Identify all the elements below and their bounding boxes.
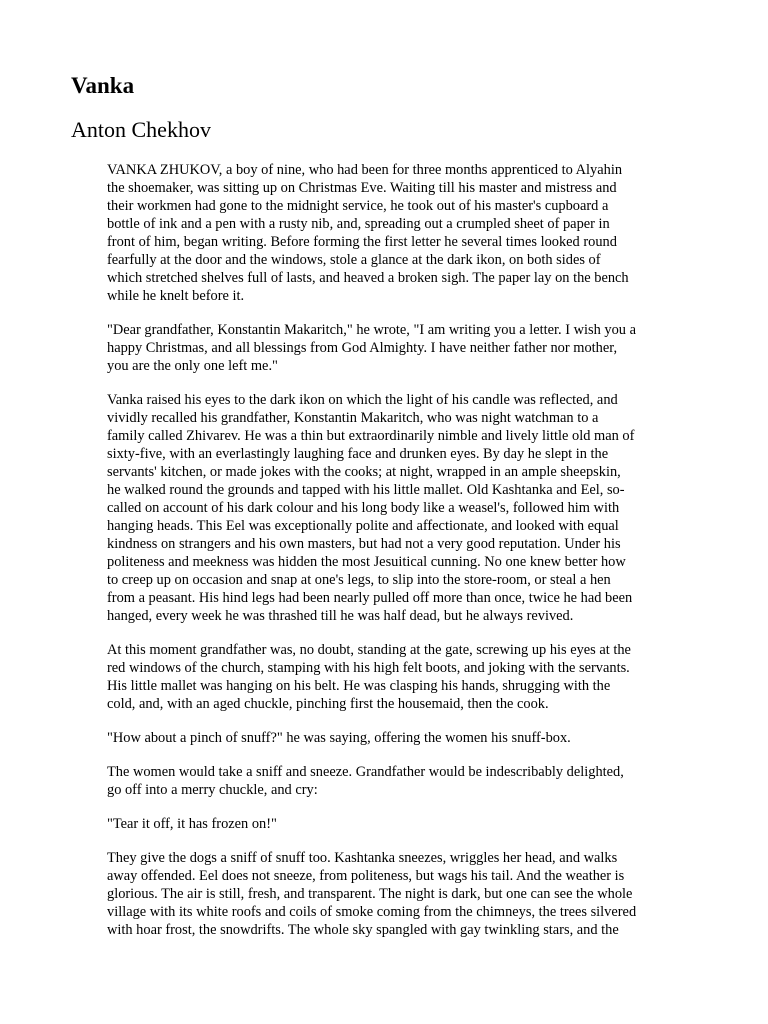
story-body	[107, 161, 707, 955]
paragraph-2: "Dear grandfather, Konstantin Makaritch," he wrote, "I am writing you a letter. I wish you a happy Christmas, and all blessings from God Almighty. I have neither father nor mother, you are the only one left me."	[107, 322, 636, 374]
paragraph-6: The women would take a sniff and sneeze. Grandfather would be indescribably delighted, go off into a merry chuckle, and cry:	[107, 764, 624, 798]
paragraph-3: Vanka raised his eyes to the dark ikon on which the light of his candle was reflected, and vividly recalled his grandfather, Konstantin Makaritch, who was night watchman to a family called Zhivarev. He was a thin but extraordinarily nimble and lively little old man of sixty-five, with an everlastingly laughing face and drunken eyes. By day he slept in the servants' kitchen, or made jokes with the cooks; at night, wrapped in an ample sheepskin, he walked round the grounds and tapped with his little mallet. Old Kashtanka and Eel, so- called on account of his dark colour and his long body like a weasel's, followed him with hanging heads. This Eel was exceptionally polite and affectionate, and looked with equal kindness on strangers and his own masters, but had not a very good reputation. Under his politeness and meekness was hidden the most Jesuitical cunning. No one knew better how to creep up on occasion and snap at one's legs, to slip into the store-room, or steal a hen from a peasant. His hind legs had been nearly pulled off more than once, twice he had been hanged, every week he was thrashed till he was half dead, but he always revived.	[107, 392, 635, 624]
paragraph-1: VANKA ZHUKOV, a boy of nine, who had been for three months apprenticed to Alyahin the shoemaker, was sitting up on Christmas Eve. Waiting till his master and mistress and their workmen had gone to the midnight service, he took out of his master's cupboard a bottle of ink and a pen with a rusty nib, and, spreading out a crumpled sheet of paper in front of him, began writing. Before forming the first letter he several times looked round fearfully at the door and the windows, stole a glance at the dark ikon, on both sides of which stretched shelves full of lasts, and heaved a broken sigh. The paper lay on the bench while he knelt before it.	[107, 162, 629, 304]
paragraph-8: They give the dogs a sniff of snuff too. Kashtanka sneezes, wriggles her head, and walks away offended. Eel does not sneeze, from politeness, but wags his tail. And the weather is glorious. The air is still, fresh, and transparent. The night is dark, but one can see the whole village with its white roofs and coils of smoke coming from the chimneys, the trees silvered with hoar frost, the snowdrifts. The whole sky spangled with gay twinkling stars, and the	[107, 850, 637, 938]
paragraph-4: At this moment grandfather was, no doubt, standing at the gate, screwing up his eyes at the red windows of the church, stamping with his high felt boots, and joking with the servants. His little mallet was hanging on his belt. He was clasping his hands, shrugging with the cold, and, with an aged chuckle, pinching first the housemaid, then the cook.	[107, 642, 631, 712]
author-name: Anton Chekhov	[71, 117, 211, 142]
paragraph-7: "Tear it off, it has frozen on!"	[107, 816, 277, 832]
document-title: Vanka	[71, 73, 135, 98]
paragraph-5: "How about a pinch of snuff?" he was saying, offering the women his snuff-box.	[107, 730, 571, 746]
